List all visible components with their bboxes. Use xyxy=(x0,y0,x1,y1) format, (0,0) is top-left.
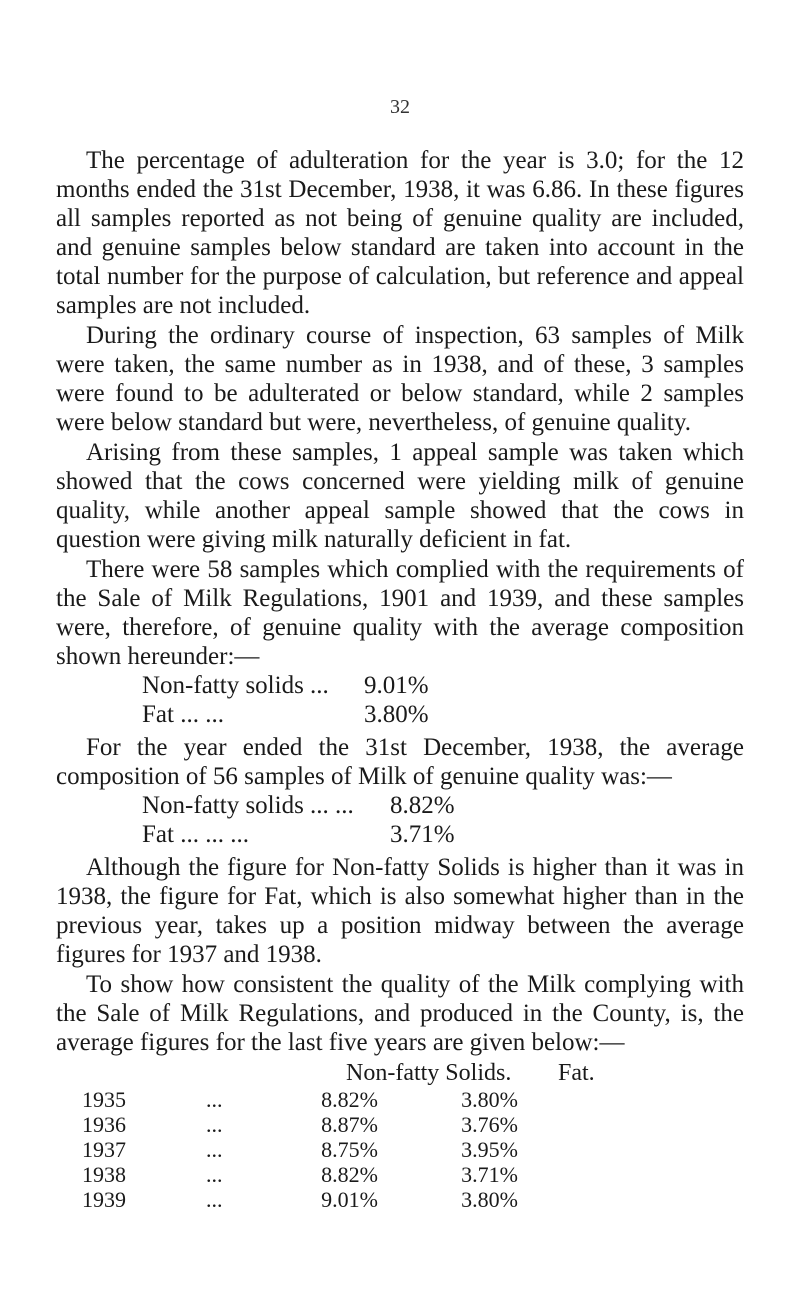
paragraph-comparison: Although the figure for Non-fatty Solids is higher than it was in 1938, the figure for Fat, which is also somewhat higher than in the previous year, takes up a position midway between the average figures for 1937 and 1938. xyxy=(56,854,744,968)
non-fatty-solids-cell: 8.75% xyxy=(321,1137,378,1162)
year-cell: 1935 xyxy=(82,1087,126,1112)
composition-row xyxy=(56,671,744,700)
table-row xyxy=(56,1162,744,1187)
composition-value: 9.01% xyxy=(364,672,429,699)
composition-label: Non-fatty solids ... xyxy=(142,672,329,699)
leader-dots: ... xyxy=(206,1137,223,1162)
column-header-fat: Fat. xyxy=(558,1060,595,1086)
composition-label: Non-fatty solids ... ... xyxy=(142,792,354,819)
non-fatty-solids-cell: 8.82% xyxy=(321,1162,378,1187)
year-cell: 1938 xyxy=(82,1162,126,1187)
composition-row xyxy=(56,820,744,849)
composition-label: Fat ... ... ... xyxy=(142,821,249,848)
table-row xyxy=(56,1112,744,1137)
fat-cell: 3.76% xyxy=(461,1112,518,1137)
paragraph-adulteration-percentage: The percentage of adulteration for the year is 3.0; for the 12 months ended the 31st December, 1938, it was 6.86. In these figures all samples reported as not being of genuine quality are included, and genuine samples below standard are taken into account in the total number for the purpose of calculation, but reference and appeal samples are not included. xyxy=(56,147,744,319)
fat-cell: 3.71% xyxy=(461,1162,518,1187)
leader-dots: ... xyxy=(206,1087,223,1112)
non-fatty-solids-cell: 8.87% xyxy=(321,1112,378,1137)
table-row xyxy=(56,1187,744,1212)
paragraph-1938-average: For the year ended the 31st December, 1938, the average composition of 56 samples of Milk of genuine quality was:— xyxy=(56,734,744,790)
composition-row xyxy=(56,700,744,729)
page-number: 32 xyxy=(390,96,410,118)
year-cell: 1939 xyxy=(82,1187,126,1212)
column-header-non-fatty-solids: Non-fatty Solids. xyxy=(346,1060,512,1086)
fat-cell: 3.95% xyxy=(461,1137,518,1162)
paragraph-five-years: To show how consistent the quality of the Milk complying with the Sale of Milk Regulations, and produced in the County, is, the average figures for the last five years are given below:— xyxy=(56,971,744,1056)
table-row xyxy=(56,1137,744,1162)
composition-row xyxy=(56,791,744,820)
yearly-averages-table xyxy=(56,1059,744,1212)
non-fatty-solids-cell: 8.82% xyxy=(321,1087,378,1112)
leader-dots: ... xyxy=(206,1162,223,1187)
composition-value: 8.82% xyxy=(390,792,455,819)
leader-dots: ... xyxy=(206,1112,223,1137)
composition-1939 xyxy=(56,671,744,729)
paragraph-ordinary-inspection: During the ordinary course of inspection, 63 samples of Milk were taken, the same number as in 1938, and of these, 3 samples were found to be adulterated or below standard, while 2 samples were below standard but were, nevertheless, of genuine quality. xyxy=(56,322,744,436)
non-fatty-solids-cell: 9.01% xyxy=(321,1187,378,1212)
composition-value: 3.71% xyxy=(390,821,455,848)
paragraph-complied-samples: There were 58 samples which complied with the requirements of the Sale of Milk Regulations, 1901 and 1939, and these samples were, therefore, of genuine quality with the average composition shown hereunder:— xyxy=(56,556,744,670)
composition-label: Fat ... ... xyxy=(142,701,224,728)
composition-1938 xyxy=(56,791,744,849)
paragraph-appeal-samples: Arising from these samples, 1 appeal sample was taken which showed that the cows concerned were yielding milk of genuine quality, while another appeal sample showed that the cows in question were giving milk naturally deficient in fat. xyxy=(56,439,744,553)
fat-cell: 3.80% xyxy=(461,1187,518,1212)
year-cell: 1936 xyxy=(82,1112,126,1137)
fat-cell: 3.80% xyxy=(461,1087,518,1112)
table-row xyxy=(56,1087,744,1112)
body-text xyxy=(56,146,744,1212)
year-cell: 1937 xyxy=(82,1137,126,1162)
table-header xyxy=(56,1059,744,1087)
leader-dots: ... xyxy=(206,1187,223,1212)
composition-value: 3.80% xyxy=(364,701,429,728)
